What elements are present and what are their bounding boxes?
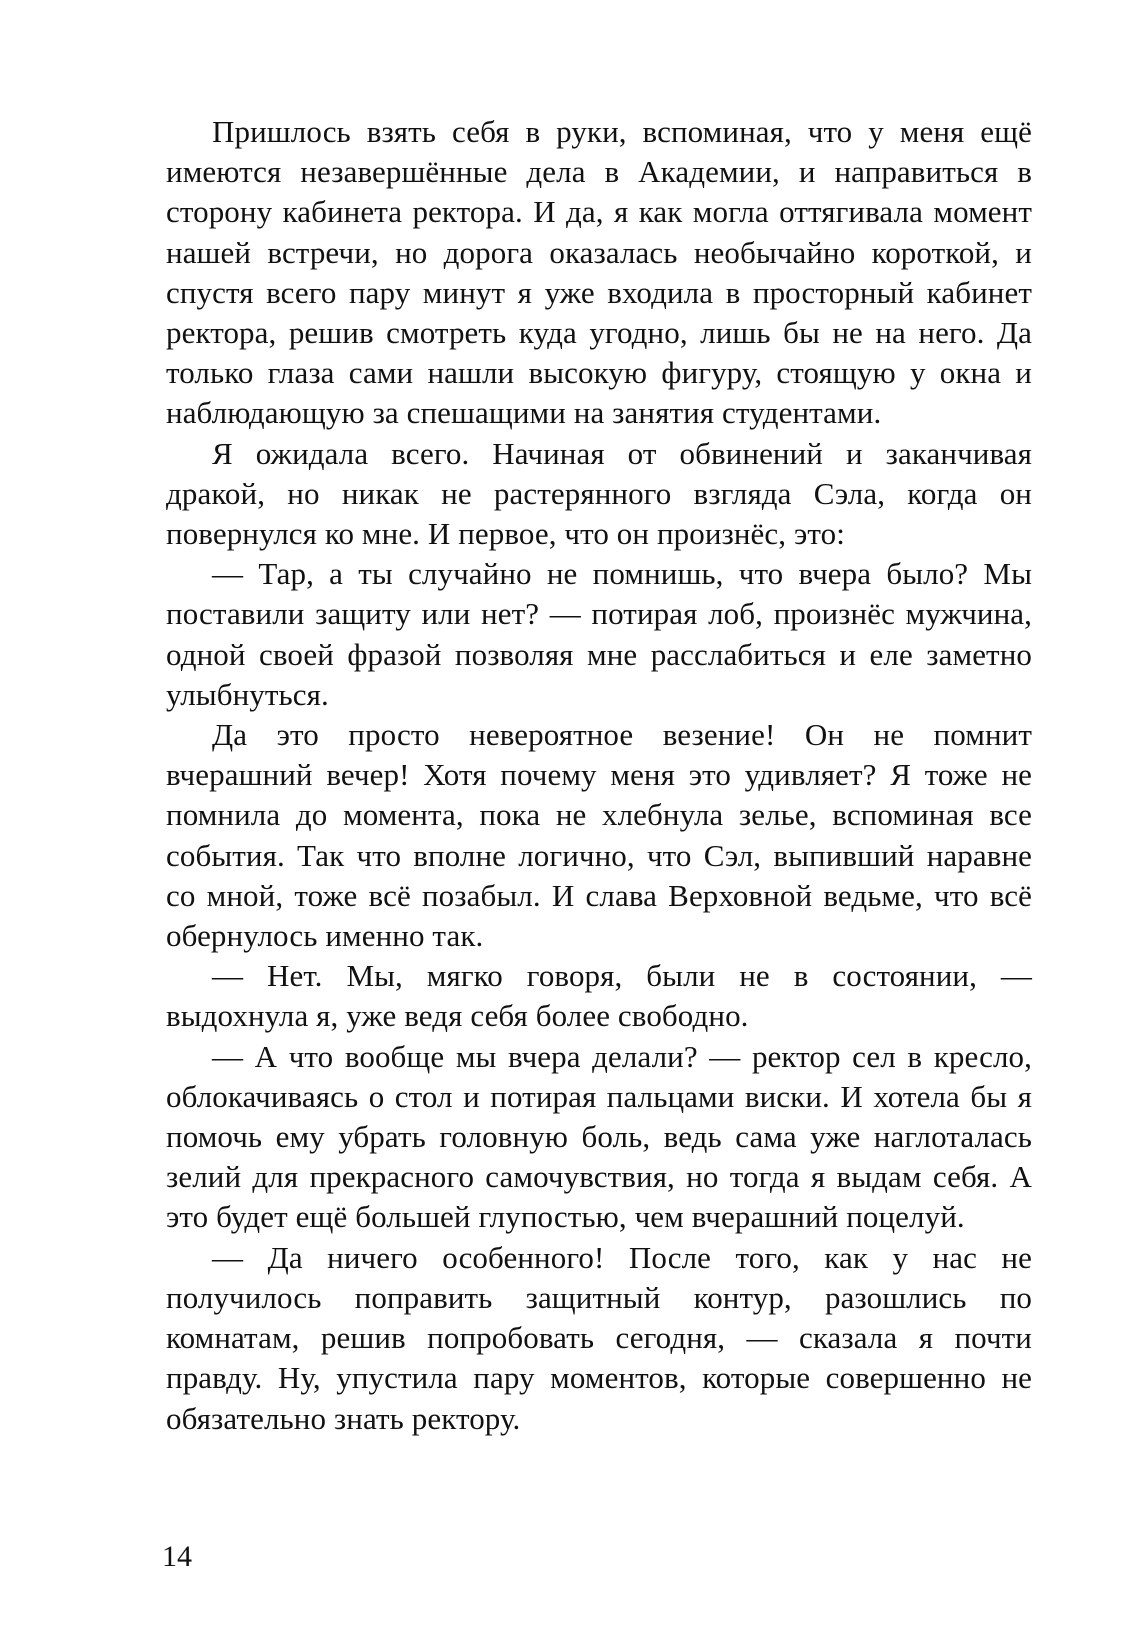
paragraph-2: Я ожидала всего. Начиная от обвинений и заканчивая дракой, но никак не растерянного взгляда Сэла, когда он повернулся ко мне. И первое, что он произнёс, это: [166, 435, 1032, 552]
paragraph-4: Да это просто невероятное везение! Он не помнит вчерашний вечер! Хотя почему меня это удивляет? Я тоже не помнила до момента, пока не хлебнула зелье, вспоминая все события. Так что вполне логично, что Сэл, выпивший наравне со мной, тоже всё позабыл. И слава Верховной ведьме, что всё обернулось именно так. [166, 717, 1032, 954]
paragraph-6: — А что вообще мы вчера делали? — ректор сел в кресло, облокачиваясь о стол и потирая пальцами виски. И хотела бы я помочь ему убрать головную боль, ведь сама уже наглоталась зелий для прекрасного самочувствия, но тогда я выдам себя. А это будет ещё большей глупостью, чем вчерашний поцелуй. [166, 1038, 1032, 1235]
body-text [166, 112, 1032, 1439]
paragraph-5: — Нет. Мы, мягко говоря, были не в состоянии, — выдохнула я, уже ведя себя более свободно. [166, 958, 1032, 1034]
paragraph-7: — Да ничего особенного! После того, как у нас не получилось поправить защитный контур, разошлись по комнатам, решив попробовать сегодня, — сказала я почти правду. Ну, упустила пару моментов, которые совершенно не обязательно знать ректору. [166, 1239, 1032, 1436]
paragraph-1: Пришлось взять себя в руки, вспоминая, что у меня ещё имеются незавершённые дела в Академии, и направиться в сторону кабинета ректора. И да, я как могла оттягивала момент нашей встречи, но дорога оказалась необычайно короткой, и спустя всего пару минут я уже входила в просторный кабинет ректора, решив смотреть куда угодно, лишь бы не на него. Да только глаза сами нашли высокую фигуру, стоящую у окна и наблюдающую за спешащими на занятия студентами. [166, 114, 1032, 431]
paragraph-3: — Тар, а ты случайно не помнишь, что вчера было? Мы поставили защиту или нет? — потирая лоб, произнёс мужчина, одной своей фразой позволяя мне расслабиться и еле заметно улыбнуться. [166, 556, 1032, 712]
page-number: 14 [162, 1540, 192, 1573]
